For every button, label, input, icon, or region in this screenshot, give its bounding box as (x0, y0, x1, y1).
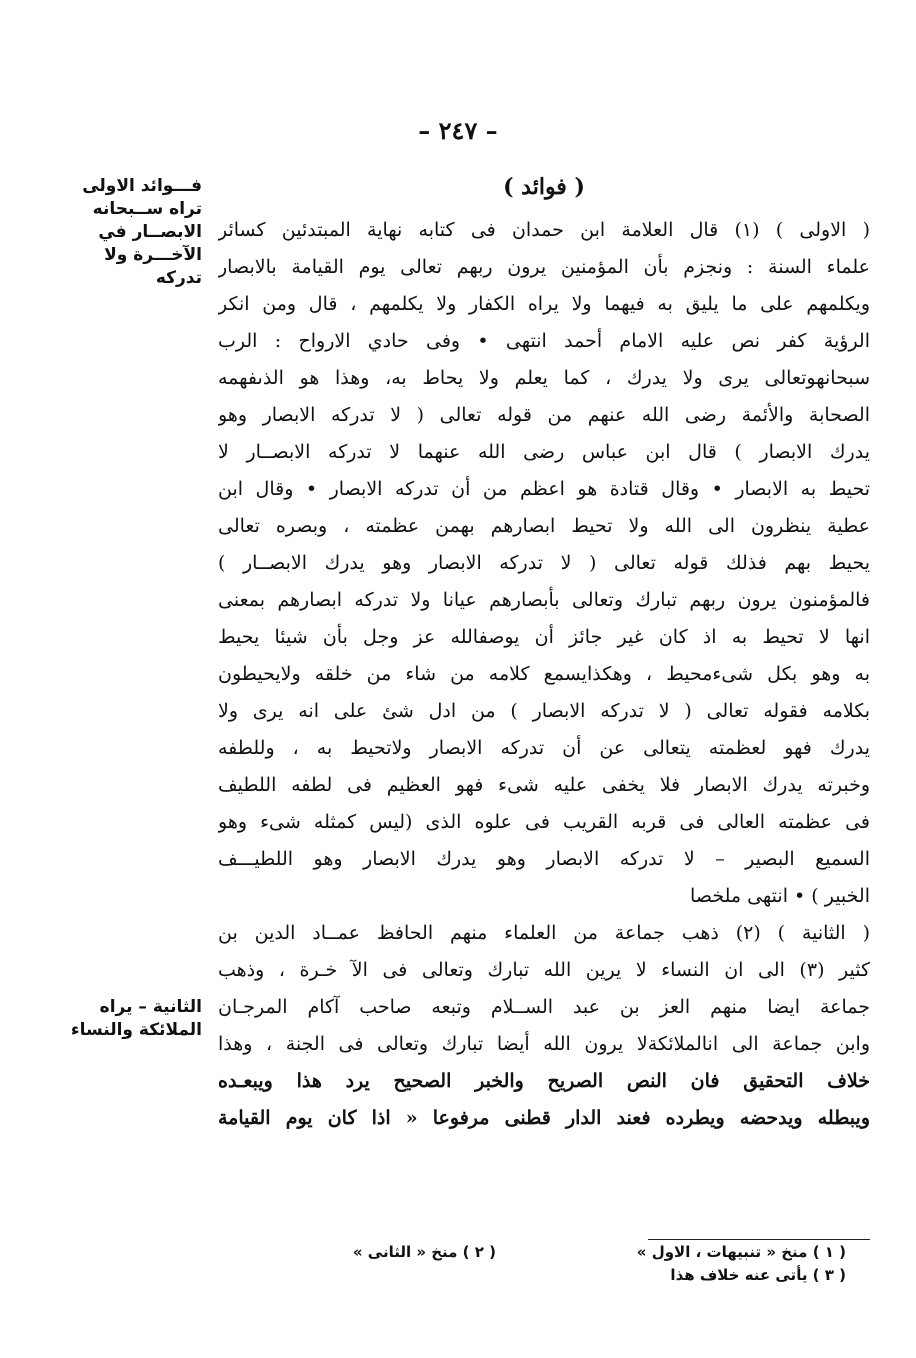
text-line: يدرك فهو لعظمته يتعالى عن أن تدركه الابصار ولاتحيط به ، وللطفه (218, 737, 870, 759)
margin-note-line: فـــوائد الاولى (82, 176, 202, 196)
text-line: ( الاولى ) (١) قال العلامة ابن حمدان فى كتابه نهاية المبتدئين كسائر (218, 219, 870, 241)
text-line: جماعة ايضا منهم العز بن عبد الســلام وتبعه صاحب آكام المرجـان (218, 996, 870, 1018)
margin-note-line: الملائكة والنساء (70, 1020, 202, 1040)
text-line: فالمؤمنون يرون ربهم تبارك وتعالى بأبصارهم عيانا ولا تدركه ابصارهم بمعنى (218, 589, 870, 611)
footnote-1: ( ١ ) منخ « تنبيهات ، الاول » (636, 1243, 846, 1261)
text-line: علماء السنة : ونجزم بأن المؤمنين يرون ربهم تعالى يوم القيامة بالابصار (218, 256, 870, 278)
main-text (218, 212, 870, 1137)
section-title: ( فوائد ) (503, 174, 585, 200)
margin-note-line: تدركه (155, 268, 202, 288)
text-line: فى عظمته العالى فى قربه القريب فى علوه الذى (ليس كمثله شىء وهو (218, 811, 870, 833)
margin-note-second (50, 996, 202, 1042)
text-line: يدرك الابصار ) قال ابن عباس رضى الله عنهما لا تدركه الابصــار لا (218, 441, 870, 463)
text-line: عطية ينظرون الى الله ولا تحيط ابصارهم بهمن عظمته ، وبصره تعالى (218, 515, 870, 537)
text-line: وابن جماعة الى انالملائكةلا يرون الله أيضا تبارك وتعالى فى الجنة ، وهذا (218, 1033, 870, 1055)
text-line: سبحانهوتعالى يرى ولا يدرك ، كما يعلم ولا يحاط به، وهذا هو الذىفهمه (218, 367, 870, 389)
text-line: تحيط به الابصار • وقال قتادة هو اعظم من أن تدركه الابصار • وقال ابن (218, 478, 870, 500)
text-line: يحيط بهم فذلك قوله تعالى ( لا تدركه الابصار وهو يدرك الابصــار ) (218, 552, 870, 574)
text-line: الصحابة والأئمة رضى الله عنهم من قوله تعالى ( لا تدركه الابصار وهو (218, 404, 870, 426)
text-line: ( الثانية ) (٢) ذهب جماعة من العلماء منهم الحافظ عمــاد الدين بن (218, 922, 870, 944)
text-line: الخبير ) • انتهى ملخصا (690, 885, 870, 907)
text-line: كثير (٣) الى ان النساء لا يرين الله تبارك وتعالى فى الآ خـرة ، وذهب (218, 959, 870, 981)
text-line: انها لا تحيط به اذ كان غير جائز أن يوصفالله عز وجل بأن شيئا يحيط (218, 626, 870, 648)
footnote-divider (648, 1239, 870, 1240)
footnote-2: ( ٢ ) منخ « الثانى » (352, 1243, 496, 1261)
margin-note-first (50, 175, 202, 290)
text-line: السميع البصير – لا تدركه الابصار وهو يدرك الابصار وهو اللطيـــف (218, 848, 870, 870)
text-line: خلاف التحقيق فان النص الصريح والخبر الصحيح يرد هذا ويبعـده (218, 1070, 870, 1092)
footnote-3: ( ٣ ) يأتى عنه خلاف هذا (670, 1266, 846, 1284)
text-line: ويبطله ويدحضه ويطرده فعند الدار قطنى مرفوعا « اذا كان يوم القيامة (218, 1107, 870, 1129)
text-line: بكلامه فقوله تعالى ( لا تدركه الابصار ) من ادل شئ على انه يرى ولا (218, 700, 870, 722)
margin-note-line: الآخـــرة ولا (104, 245, 202, 265)
text-line: ويكلمهم على ما يليق به فيهما ولا يراه الكفار ولا يكلمهم ، قال ومن انكر (218, 293, 870, 315)
margin-note-line: الابصــار في (98, 222, 202, 242)
page-number: – ٢٤٧ – (418, 116, 498, 145)
margin-note-line: الثانية – يراه (99, 997, 202, 1017)
text-line: وخبرته يدرك الابصار فلا يخفى عليه شىء فهو العظيم فى لطفه اللطيف (218, 774, 870, 796)
text-line: الرؤية كفر نص عليه الامام أحمد انتهى • وفى حادي الارواح : الرب (218, 330, 870, 352)
margin-note-line: تراه ســبحانه (92, 199, 202, 219)
text-line: به وهو بكل شىءمحيط ، وهكذايسمع كلامه من شاء من خلقه ولايحيطون (218, 663, 870, 685)
